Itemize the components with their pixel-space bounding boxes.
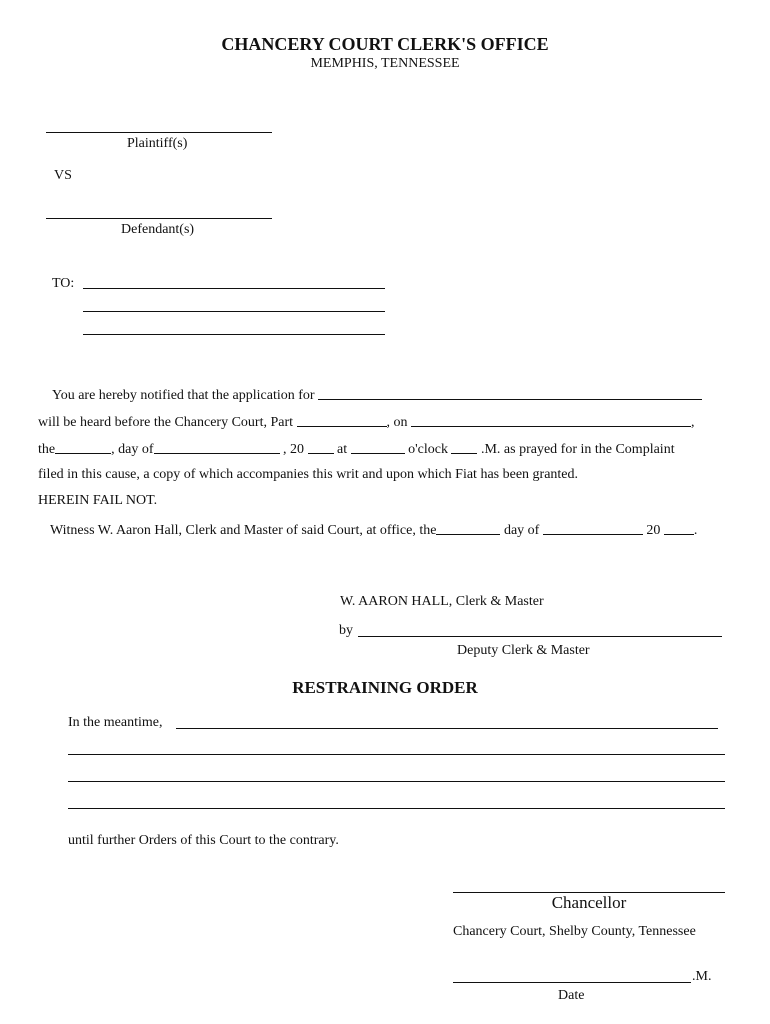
to-address-line-2[interactable]: [83, 311, 385, 312]
deputy-title: Deputy Clerk & Master: [457, 643, 590, 658]
hearing-month-blank[interactable]: [154, 440, 280, 454]
order-text-line-2[interactable]: [68, 754, 725, 755]
notice-the-text: the: [38, 442, 56, 457]
deputy-signature-line[interactable]: [358, 636, 722, 637]
date-time-suffix: .M.: [692, 969, 712, 984]
to-address-line-3[interactable]: [83, 334, 385, 335]
notice-oclock-text: o'clock: [408, 442, 448, 457]
plaintiff-label: Plaintiff(s): [127, 136, 188, 151]
plaintiff-name-line[interactable]: [46, 132, 272, 133]
notice-at-text: at: [337, 442, 348, 457]
witness-line: [50, 521, 697, 539]
meantime-label: In the meantime,: [68, 715, 163, 730]
witness-text: Witness W. Aaron Hall, Clerk and Master of said Court, at office, the: [50, 523, 437, 538]
notice-line-4: filed in this cause, a copy of which accompanies this writ and upon which Fiat has been granted.: [38, 467, 579, 482]
hearing-day-blank[interactable]: [55, 440, 111, 454]
notice-year-text: , 20: [283, 442, 304, 457]
hearing-year-blank[interactable]: [308, 440, 334, 454]
hearing-date-blank[interactable]: [411, 413, 691, 427]
notice-line-2: [38, 413, 695, 431]
witness-end-period: .: [693, 523, 698, 538]
to-address-line-1[interactable]: [83, 288, 385, 289]
notice-complaint-text: .M. as prayed for in the Complaint: [480, 442, 675, 457]
witness-month-blank[interactable]: [543, 521, 643, 535]
notice-heard-text: will be heard before the Chancery Court, Part: [38, 415, 294, 430]
chancellor-title: Chancellor: [551, 893, 627, 912]
herein-fail-not: HEREIN FAIL NOT.: [38, 493, 158, 508]
order-closing-text: until further Orders of this Court to the contrary.: [68, 833, 339, 848]
witness-day-blank[interactable]: [436, 521, 500, 535]
notice-on-text: , on: [386, 415, 408, 430]
notice-dayof-text: , day of: [111, 442, 154, 457]
order-text-line-3[interactable]: [68, 781, 725, 782]
hearing-ampm-blank[interactable]: [451, 440, 477, 454]
defendant-name-line[interactable]: [46, 218, 272, 219]
date-label: Date: [558, 988, 585, 1003]
order-text-line-1[interactable]: [176, 728, 718, 729]
page-title: CHANCERY COURT CLERK'S OFFICE: [221, 34, 549, 54]
hearing-hour-blank[interactable]: [351, 440, 405, 454]
clerk-name: W. AARON HALL, Clerk & Master: [340, 594, 544, 609]
witness-year-text: 20: [646, 523, 661, 538]
order-text-line-4[interactable]: [68, 808, 725, 809]
date-line[interactable]: [453, 982, 691, 983]
court-part-blank[interactable]: [297, 413, 387, 427]
to-label: TO:: [52, 276, 75, 291]
by-label: by: [339, 623, 353, 638]
witness-year-blank[interactable]: [664, 521, 694, 535]
notice-line2-comma: ,: [691, 415, 695, 430]
vs-label: VS: [54, 168, 72, 183]
restraining-order-heading: RESTRAINING ORDER: [292, 678, 478, 697]
chancellor-court: Chancery Court, Shelby County, Tennessee: [453, 924, 696, 939]
notice-line-1: [52, 386, 702, 404]
notice-application-text: You are hereby notified that the application for: [52, 388, 315, 403]
application-blank[interactable]: [318, 386, 702, 400]
witness-dayof-text: day of: [503, 523, 540, 538]
page-subtitle: MEMPHIS, TENNESSEE: [310, 56, 460, 71]
defendant-label: Defendant(s): [121, 222, 195, 237]
notice-line-3: [38, 440, 675, 458]
